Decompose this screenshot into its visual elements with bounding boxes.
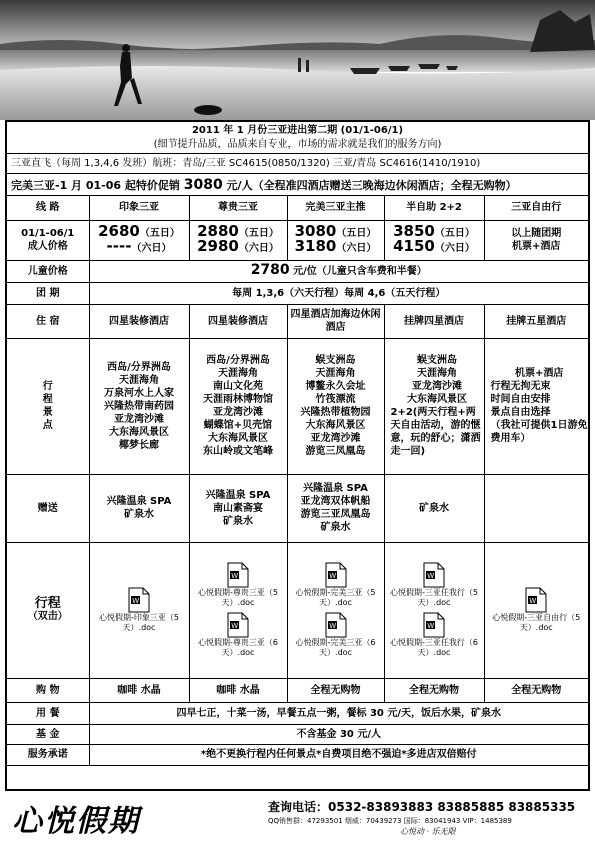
itinerary-list: 西岛/分界洲岛 天涯海角 万泉河水上人家 兴隆热带南药园 亚龙湾沙滩 大东海风景区 椰梦长廊: [89, 338, 189, 474]
gift-list: 兴隆温泉 SPA 亚龙湾双体帆船 游览三亚凤凰岛 矿泉水: [287, 474, 384, 542]
svg-text:W: W: [427, 621, 435, 630]
price-cell: 3850（五日） 4150（六日）: [384, 220, 484, 260]
doc-attachment[interactable]: W 心悦假期-尊贵三亚（6天）.doc: [190, 612, 287, 658]
word-doc-icon: [525, 587, 547, 613]
sheet-title: 2011 年 1 月份三亚进出第二期 (01/1-06/1): [191, 125, 404, 136]
shopping-label: 购 物: [7, 678, 89, 702]
brand-logo: 心悦假期: [12, 804, 140, 839]
schedule-text: 每周 1,3,6（六天行程）每周 4,6（五天行程）: [89, 282, 588, 304]
promo-suffix: 元/人（全程准四酒店赠送三晚海边休闲酒店；全程无购物）: [226, 179, 517, 192]
word-doc-icon: [227, 612, 249, 638]
price-6day: 3180: [294, 237, 337, 255]
word-doc-icon: [128, 587, 150, 613]
sheet-subtitle: (细节提升品质，品质来自专业，市场的需求就是我们的服务方向): [153, 139, 442, 150]
promo-price: 3080: [183, 177, 223, 193]
product-sheet: [5, 120, 590, 791]
svg-text:W: W: [328, 571, 336, 580]
price-label: [7, 220, 89, 260]
price-5day: 3080: [294, 222, 337, 240]
service-label: 服务承诺: [7, 744, 89, 765]
doc-attachment[interactable]: W 心悦假期-完美三亚（6天）.doc: [288, 612, 384, 658]
route-label: 线 路: [7, 196, 89, 220]
shopping-value: 全程无购物: [384, 678, 484, 702]
price-6day: ----: [106, 237, 132, 255]
svg-text:W: W: [231, 571, 239, 580]
svg-text:W: W: [529, 596, 537, 605]
word-doc-icon: [325, 612, 347, 638]
hotel-name: 挂牌五星酒店: [484, 304, 588, 338]
shopping-value: 全程无购物: [287, 678, 384, 702]
gift-label: 赠送: [7, 474, 89, 542]
phone-label: 查询电话：: [268, 800, 329, 814]
footer: [0, 792, 595, 842]
shopping-row: [7, 678, 588, 702]
promo-prefix: 完美三亚-1 月 01-06 起特价促销: [11, 179, 180, 192]
svg-text:W: W: [328, 621, 336, 630]
phone-numbers: 0532-83893883 83885885 83885335: [328, 800, 576, 814]
hotel-label: 住 宿: [7, 304, 89, 338]
docs-cell: [189, 542, 287, 678]
svg-text:W: W: [231, 621, 239, 630]
hotel-name: 挂牌四星酒店: [384, 304, 484, 338]
route-name: 三亚自由行: [484, 196, 588, 220]
doc-attachment[interactable]: W 心悦假期-印象三亚（5天）.doc: [90, 587, 189, 633]
flight-info: 三亚直飞（每周 1,3,4,6 发班）航班：青岛/三亚 SC4615(0850/1320) 三亚/青岛 SC4616(1410/1910): [7, 154, 588, 174]
hotel-name: 四星装修酒店: [189, 304, 287, 338]
docs-row: [7, 542, 588, 678]
beach-banner: [0, 0, 595, 120]
price-6day: 4150: [393, 237, 435, 255]
fund-label: 基 金: [7, 724, 89, 744]
doc-attachment[interactable]: W 心悦假期-尊贵三亚（5天）.doc: [190, 562, 287, 608]
beach-photo: [0, 0, 595, 120]
schedule-label: 团 期: [7, 282, 89, 304]
price-5day: 2680: [98, 222, 140, 240]
gift-row: [7, 474, 588, 542]
route-name: 印象三亚: [89, 196, 189, 220]
docs-cell: [484, 542, 588, 678]
schedule-row: [7, 282, 588, 304]
tour-table: [7, 196, 588, 766]
svg-text:W: W: [132, 596, 140, 605]
gift-list: 兴隆温泉 SPA 南山素斋宴 矿泉水: [189, 474, 287, 542]
service-text: *绝不更换行程内任何景点*自费项目绝不强迫*多进店双倍赔付: [89, 744, 588, 765]
word-doc-icon: [325, 562, 347, 588]
doc-attachment[interactable]: W 心悦假期-完美三亚（5天）.doc: [288, 562, 384, 608]
itinerary-label: 行 程 景 点: [7, 338, 89, 474]
price-cell: 2880（五日） 2980（六日）: [189, 220, 287, 260]
shopping-value: 全程无购物: [484, 678, 588, 702]
contact-numbers: QQ销售群：47293501 烟威：70439273 国际：83041943 VIP：1485389: [268, 817, 512, 825]
child-price-cell: [89, 260, 588, 282]
itinerary-list: 西岛/分界洲岛 天涯海角 南山文化苑 天涯雨林博物馆 亚龙湾沙滩 蝴蝶馆+贝壳馆 大东海风景区 东山岭或文笔峰: [189, 338, 287, 474]
docs-label: 行程 （双击）: [7, 542, 89, 678]
itinerary-row: [7, 338, 588, 474]
fund-text: 不含基金 30 元/人: [89, 724, 588, 744]
price-cell: 3080（五日） 3180（六日）: [287, 220, 384, 260]
price-type: 成人价格: [27, 241, 68, 252]
route-name: 完美三亚主推: [287, 196, 384, 220]
price-cell: 2680（五日） ----（六日）: [89, 220, 189, 260]
sheet-header: [7, 122, 588, 154]
gift-list: 兴隆温泉 SPA 矿泉水: [89, 474, 189, 542]
hotel-name: 四星装修酒店: [89, 304, 189, 338]
slogan: 心悦动 · 乐无限: [400, 827, 456, 836]
free-travel-note: 以上随团期 机票+酒店: [484, 220, 588, 260]
fund-row: [7, 724, 588, 744]
gift-list: [484, 474, 588, 542]
itinerary-list: 机票+酒店 行程无拘无束 时间自由安排 景点自由选择 （我社可提供1日游免费用车）: [484, 338, 588, 474]
price-row: [7, 220, 588, 260]
price-period: 01/1-06/1: [21, 228, 75, 239]
child-label: 儿童价格: [7, 260, 89, 282]
hotel-name: 四星酒店加海边休闲酒店: [287, 304, 384, 338]
docs-cell: [89, 542, 189, 678]
phone-line: [268, 798, 575, 815]
route-name: 半自助 2+2: [384, 196, 484, 220]
docs-cell: [384, 542, 484, 678]
doc-attachment[interactable]: W 心悦假期-三亚任我行（5天）.doc: [385, 562, 484, 608]
service-row: [7, 744, 588, 765]
meal-label: 用 餐: [7, 702, 89, 724]
word-doc-icon: [227, 562, 249, 588]
itinerary-list: 蜈支洲岛 天涯海角 博鳌永久会址 竹筏漂流 兴隆热带植物园 大东海风景区 亚龙湾沙滩 游览三凤凰岛: [287, 338, 384, 474]
hotel-row: [7, 304, 588, 338]
child-row: [7, 260, 588, 282]
word-doc-icon: [423, 562, 445, 588]
gift-list: 矿泉水: [384, 474, 484, 542]
price-6day: 2980: [197, 237, 239, 255]
promo-line: [7, 174, 588, 196]
itinerary-list: 蜈支洲岛 天涯海角 亚龙湾沙滩 大东海风景区 2+2(两天行程+两天自由活动，游的惬意，玩的舒心；潇洒走一回): [384, 338, 484, 474]
child-price-text: 元/位（儿童只含车费和半餐）: [293, 266, 427, 277]
meal-text: 四早七正，十菜一汤，早餐五点一粥，餐标 30 元/天，饭后水果，矿泉水: [89, 702, 588, 724]
meal-row: [7, 702, 588, 724]
route-name: 尊贵三亚: [189, 196, 287, 220]
shopping-value: 咖啡 水晶: [189, 678, 287, 702]
price-5day: 3850: [393, 222, 435, 240]
child-price: 2780: [250, 262, 290, 278]
svg-text:W: W: [427, 571, 435, 580]
price-5day: 2880: [197, 222, 239, 240]
doc-attachment[interactable]: W 心悦假期-三亚自由行（5天）.doc: [485, 587, 589, 633]
word-doc-icon: [423, 612, 445, 638]
doc-attachment[interactable]: W 心悦假期-三亚任我行（6天）.doc: [385, 612, 484, 658]
route-row: [7, 196, 588, 220]
docs-cell: [287, 542, 384, 678]
shopping-value: 咖啡 水晶: [89, 678, 189, 702]
